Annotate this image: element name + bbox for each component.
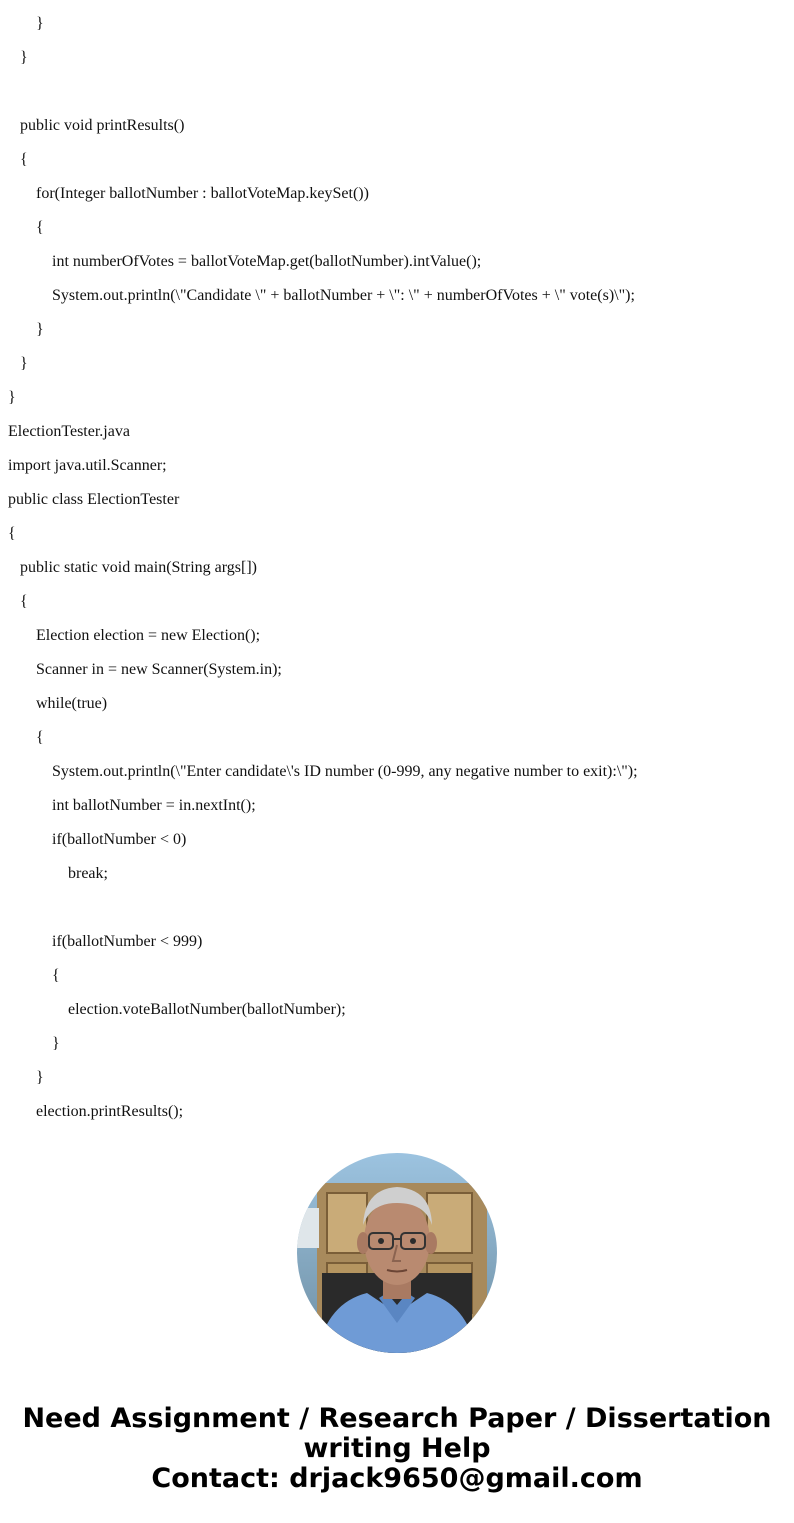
- code-line: }: [20, 355, 28, 372]
- code-line: {: [20, 151, 28, 168]
- code-line: for(Integer ballotNumber : ballotVoteMap.keySet()): [36, 185, 369, 202]
- code-line: {: [52, 967, 60, 984]
- code-line: }: [36, 1069, 44, 1086]
- code-line: public static void main(String args[]): [20, 559, 257, 576]
- code-line: election.voteBallotNumber(ballotNumber);: [68, 1001, 346, 1018]
- code-line: Scanner in = new Scanner(System.in);: [36, 661, 282, 678]
- code-line: }: [20, 49, 28, 66]
- code-line: }: [52, 1035, 60, 1052]
- code-line: if(ballotNumber < 999): [52, 933, 203, 950]
- code-line: while(true): [36, 695, 108, 712]
- author-avatar: [297, 1153, 497, 1353]
- code-line: ElectionTester.java: [8, 423, 130, 440]
- code-line: int numberOfVotes = ballotVoteMap.get(ballotNumber).intValue();: [52, 253, 482, 270]
- code-line: public class ElectionTester: [8, 491, 180, 508]
- code-line: System.out.println(\"Candidate \" + ballotNumber + \": \" + numberOfVotes + \" vote(s)\");: [52, 287, 635, 304]
- code-line: {: [36, 729, 44, 746]
- code-line: if(ballotNumber < 0): [52, 831, 187, 848]
- code-block: [0, 7, 794, 1129]
- code-line: {: [20, 593, 28, 610]
- code-line: {: [8, 525, 16, 542]
- cta-line-3: Contact: drjack9650@gmail.com: [151, 1463, 643, 1494]
- person-photo-icon: [297, 1153, 497, 1353]
- code-line: [0, 75, 794, 109]
- code-line: Election election = new Election();: [36, 627, 261, 644]
- code-line: int ballotNumber = in.nextInt();: [52, 797, 256, 814]
- code-line: import java.util.Scanner;: [8, 457, 167, 474]
- code-line: public void printResults(): [20, 117, 185, 134]
- contact-banner: [0, 1404, 794, 1494]
- code-line: }: [8, 389, 16, 406]
- cta-line-1: Need Assignment / Research Paper / Dissertation: [22, 1403, 772, 1434]
- code-line: break;: [68, 865, 108, 882]
- code-line: }: [36, 321, 44, 338]
- code-line: election.printResults();: [36, 1103, 184, 1120]
- cta-line-2: writing Help: [303, 1433, 491, 1464]
- code-line: System.out.println(\"Enter candidate\'s ID number (0-999, any negative number to exit):\");: [52, 763, 638, 780]
- code-line: [0, 891, 794, 925]
- code-line: }: [36, 15, 44, 32]
- code-line: {: [36, 219, 44, 236]
